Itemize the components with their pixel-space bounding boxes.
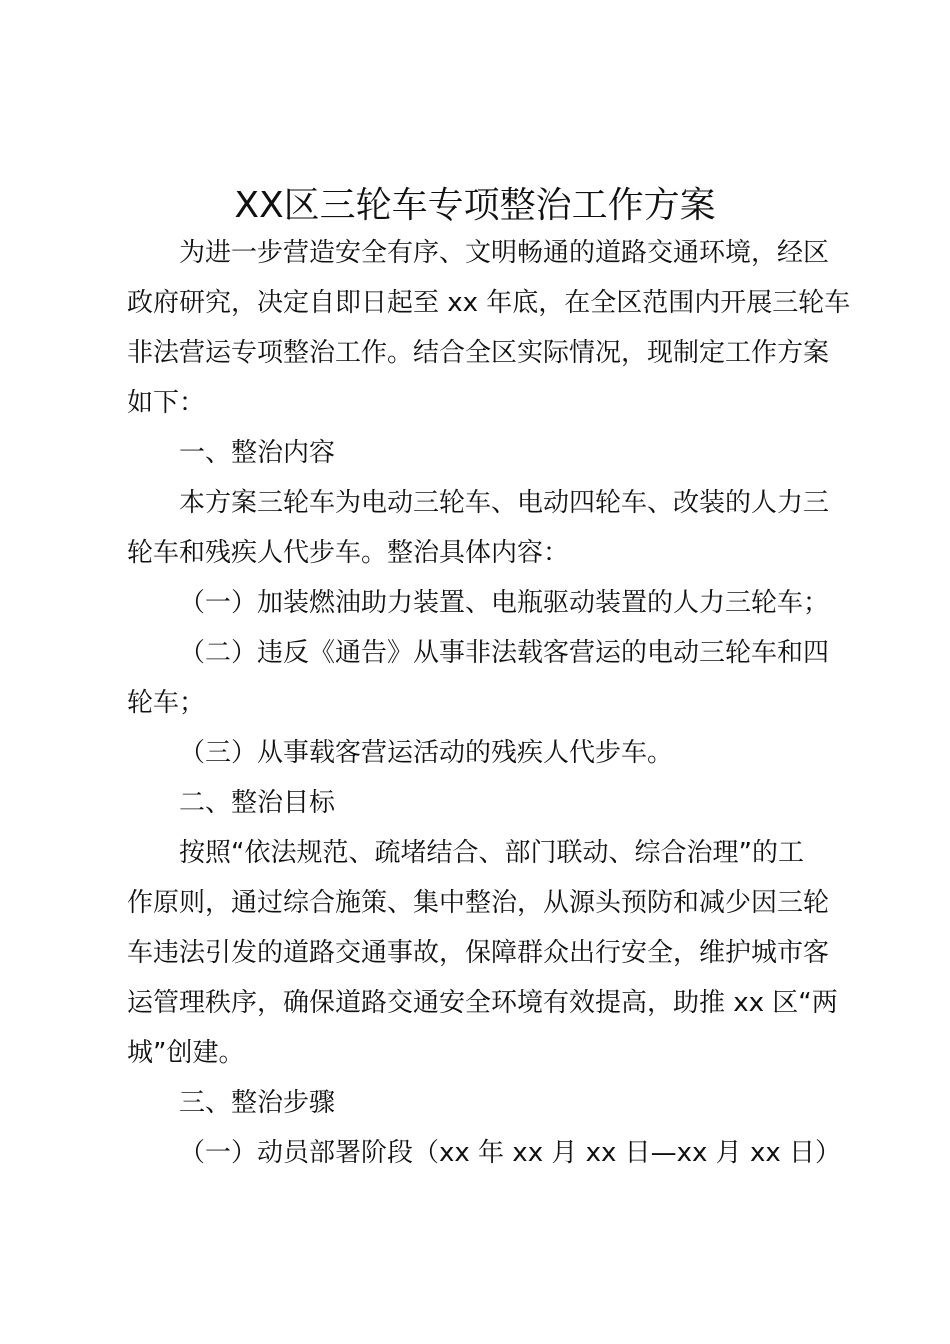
text-line: 车违法引发的道路交通事故，保障群众出行安全，维护城市客: [127, 938, 830, 968]
text-line: 按照“依法规范、疏堵结合、部门联动、综合治理”的工: [179, 838, 804, 868]
text-line: （一）动员部署阶段（xx 年 xx 月 xx 日—xx 月 xx 日）: [179, 1138, 841, 1168]
text-line: 轮车；: [127, 688, 206, 718]
paragraph-goal-desc: [127, 828, 837, 1078]
text-line: 政府研究，决定自即日起至 xx 年底，在全区范围内开展三轮车: [127, 288, 851, 318]
heading-text: 二、整治目标: [179, 788, 336, 818]
text-line: 非法营运专项整治工作。结合全区实际情况，现制定工作方案: [127, 338, 830, 368]
text-line: （三）从事载客营运活动的残疾人代步车。: [179, 738, 674, 768]
text-line: （二）违反《通告》从事非法载客营运的电动三轮车和四: [179, 638, 830, 668]
paragraph-content-desc: [127, 478, 837, 578]
text-line: 为进一步营造安全有序、文明畅通的道路交通环境，经区: [179, 238, 830, 268]
section-heading-steps: [127, 1078, 837, 1128]
document-body: [127, 228, 851, 1178]
text-line: 本方案三轮车为电动三轮车、电动四轮车、改装的人力三: [179, 488, 830, 518]
paragraph-intro: [127, 228, 851, 428]
list-item-step-1: [127, 1128, 841, 1178]
text-line: 城”创建。: [127, 1038, 245, 1068]
heading-text: 一、整治内容: [179, 438, 336, 468]
text-line: 轮车和残疾人代步车。整治具体内容：: [127, 538, 570, 568]
list-item-1: [127, 578, 837, 628]
text-line: 作原则，通过综合施策、集中整治，从源头预防和减少因三轮: [127, 888, 830, 918]
document-title: XX区三轮车专项整治工作方案: [234, 185, 716, 226]
text-line: （一）加装燃油助力装置、电瓶驱动装置的人力三轮车；: [179, 588, 830, 618]
section-heading-content: [127, 428, 837, 478]
list-item-2: [127, 628, 837, 728]
section-heading-goal: [127, 778, 837, 828]
text-line: 运管理秩序，确保道路交通安全环境有效提高，助推 xx 区“两: [127, 988, 838, 1018]
heading-text: 三、整治步骤: [179, 1088, 336, 1118]
list-item-3: [127, 728, 837, 778]
text-line: 如下：: [127, 388, 206, 418]
